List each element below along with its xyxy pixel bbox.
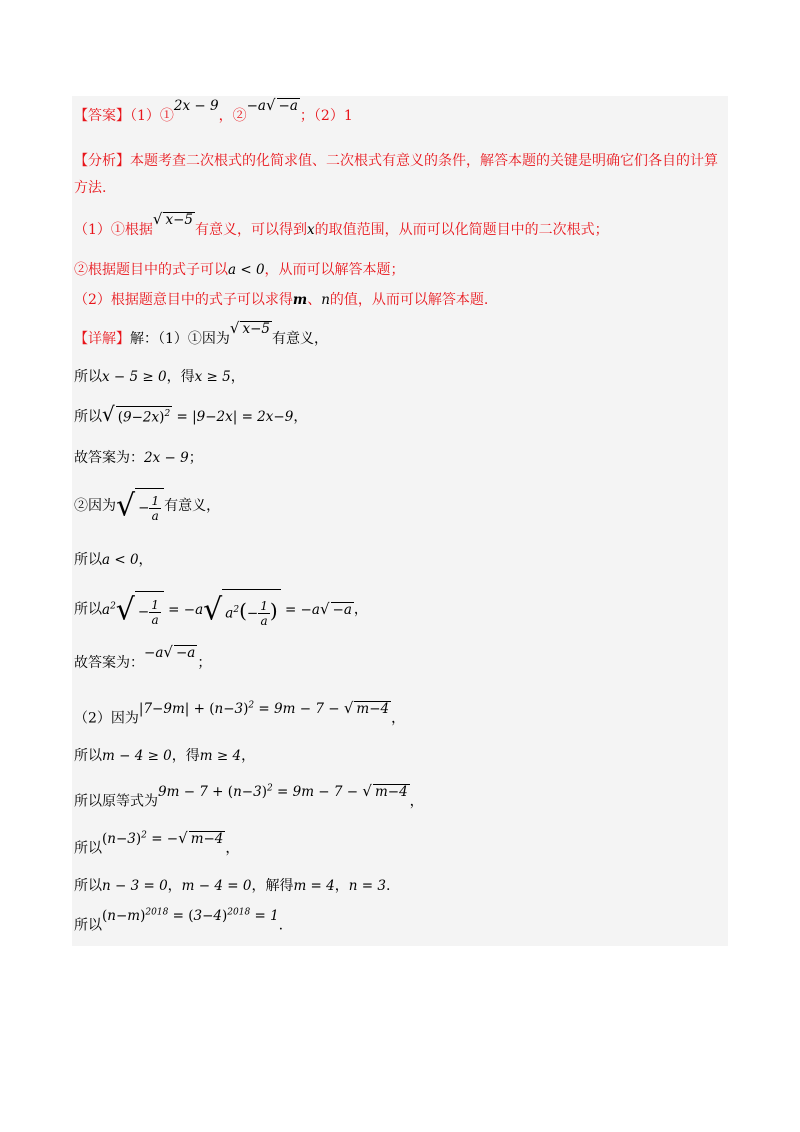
detail-line-9 bbox=[74, 698, 406, 729]
detail-line-7 bbox=[74, 588, 368, 631]
detail-l5-text-b: 有意义， bbox=[164, 498, 221, 514]
detail-l2-expr-2: x ≥ 5 bbox=[194, 369, 231, 385]
detail-line-4 bbox=[74, 448, 203, 468]
detail-l6-text-b: ， bbox=[138, 552, 153, 568]
analysis-line-2: 方法. bbox=[74, 180, 107, 196]
detail-l12-expr: $(n-3)^2$ = −√ m−4 bbox=[102, 828, 224, 847]
detail-l2-text-b: ，得 bbox=[166, 369, 195, 385]
detail-l2-text-c: ， bbox=[230, 369, 245, 385]
detail-l4-expr: 2x − 9 bbox=[144, 450, 189, 466]
detail-line-1 bbox=[74, 319, 329, 349]
detail-l7-text-b: ， bbox=[353, 601, 368, 618]
analysis-l3-text-b: 有意义，可以得到 bbox=[195, 222, 308, 238]
analysis-l3-text-a: （1）①根据 bbox=[74, 222, 153, 238]
detail-l11-text-a: 所以原等式为 bbox=[74, 793, 158, 810]
detail-l13-text-a: 所以 bbox=[74, 878, 102, 894]
detail-line-6 bbox=[74, 550, 153, 570]
detail-line-3 bbox=[74, 404, 307, 427]
analysis-var-n: n bbox=[321, 292, 330, 308]
detail-l9-expr: $|7-9m| + (n-3)^2 = 9m - 7$ − √ m−4 bbox=[138, 698, 390, 717]
detail-l13-expr-1: n − 3 = 0 bbox=[102, 878, 168, 894]
detail-l8-expr: −a√ −a bbox=[144, 643, 196, 661]
answer-tag: 【答案】 bbox=[74, 108, 130, 124]
analysis-line-5 bbox=[74, 290, 488, 310]
detail-line-13 bbox=[74, 876, 390, 896]
detail-l13-sep-2: ， bbox=[334, 878, 349, 894]
answer-sep-1: ，② bbox=[218, 108, 247, 124]
detail-line-11 bbox=[74, 781, 424, 812]
detail-l14-expr: $(n-m)^{2018} = (3-4)^{2018} = 1$ bbox=[102, 907, 279, 924]
analysis-line-1 bbox=[74, 151, 718, 171]
detail-l10-text-b: ，得 bbox=[171, 748, 200, 764]
detail-l3-text-b: ， bbox=[293, 409, 308, 425]
analysis-l3-text-c: 的取值范围，从而可以化简题目中的二次根式； bbox=[314, 222, 609, 238]
detail-l13-expr-2: m − 4 = 0 bbox=[181, 878, 252, 894]
detail-l3-expr: √ $(9-2x)^2 = |9-2x| = 2x-9$ bbox=[102, 402, 294, 426]
detail-l2-expr-1: x − 5 ≥ 0 bbox=[102, 369, 167, 385]
detail-l4-text-b: ； bbox=[188, 450, 203, 466]
detail-line-5 bbox=[74, 488, 220, 525]
detail-l11-expr: $9m - 7 + (n-3)^2 = 9m - 7$ − √ m−4 bbox=[158, 781, 408, 800]
analysis-l5-sep: 、 bbox=[307, 292, 322, 308]
detail-l1-text-a: 解：（1）①因为 bbox=[130, 331, 230, 347]
detail-sqrt-x-minus-5: √ x−5 bbox=[229, 319, 271, 337]
detail-l9-text-b: ， bbox=[391, 710, 406, 727]
detail-l6-expr: a < 0 bbox=[102, 552, 139, 568]
detail-l8-text-b: ； bbox=[197, 655, 212, 671]
analysis-line-3 bbox=[74, 210, 609, 240]
detail-line-10 bbox=[74, 746, 255, 766]
detail-l3-text-a: 所以 bbox=[74, 409, 102, 425]
detail-l10-text-a: 所以 bbox=[74, 748, 102, 764]
detail-l10-expr-1: m − 4 ≥ 0 bbox=[102, 748, 172, 764]
analysis-line-4 bbox=[74, 260, 405, 280]
analysis-l4-text-b: ，从而可以解答本题； bbox=[264, 262, 405, 278]
detail-l14-text-a: 所以 bbox=[74, 917, 102, 934]
detail-line-8 bbox=[74, 643, 212, 673]
detail-tag: 【详解】 bbox=[74, 331, 130, 347]
detail-l12-text-b: ， bbox=[225, 840, 240, 857]
answer-line bbox=[74, 96, 353, 126]
detail-l5-text-a: ②因为 bbox=[74, 498, 116, 514]
analysis-var-m: m bbox=[292, 292, 308, 308]
detail-l7-expr: $a^2√$ − $\frac{1}{a}$ = −a√ $a^2(-$ $\frac{1}{a}$ ) = −a√ −a bbox=[102, 602, 354, 618]
detail-l8-text-a: 故答案为： bbox=[74, 655, 144, 671]
analysis-var-x: x bbox=[307, 222, 315, 238]
detail-l14-text-b: . bbox=[278, 917, 284, 934]
answer-part1-label: （1）① bbox=[130, 108, 174, 124]
analysis-text-1: 本题考查二次根式的化简求值、二次根式有意义的条件，解答本题的关键是明确它们各自的计算 bbox=[130, 153, 718, 169]
detail-l10-expr-2: m ≥ 4 bbox=[199, 748, 242, 764]
analysis-sqrt-x-minus-5: √ x−5 bbox=[152, 210, 194, 228]
answer-expr-1: 2x − 9 bbox=[173, 98, 219, 114]
detail-l12-text-a: 所以 bbox=[74, 840, 102, 857]
detail-l13-expr-4: n = 3 bbox=[348, 878, 386, 894]
detail-l13-text-b: ，解得 bbox=[251, 878, 294, 894]
detail-l5-expr: √ − $\frac{1}{a}$ bbox=[116, 498, 164, 514]
detail-l11-text-b: ， bbox=[409, 793, 424, 810]
detail-l7-text-a: 所以 bbox=[74, 601, 102, 618]
answer-sep-2: ；（2）1 bbox=[299, 108, 353, 124]
analysis-l5-text-a: （2）根据题意目中的式子可以求得 bbox=[74, 292, 293, 308]
analysis-l5-text-b: 的值，从而可以解答本题. bbox=[329, 292, 489, 308]
detail-l13-sep-1: ， bbox=[167, 878, 182, 894]
answer-expr-2: −a√ −a bbox=[246, 96, 298, 114]
detail-l9-text-a: （2）因为 bbox=[74, 710, 139, 727]
detail-line-14 bbox=[74, 907, 284, 936]
detail-l10-text-c: ， bbox=[241, 748, 256, 764]
detail-l13-expr-3: m = 4 bbox=[293, 878, 335, 894]
detail-l4-text-a: 故答案为： bbox=[74, 450, 144, 466]
analysis-l4-text-a: ②根据题目中的式子可以 bbox=[74, 262, 228, 278]
detail-line-12 bbox=[74, 828, 240, 859]
detail-l6-text-a: 所以 bbox=[74, 552, 102, 568]
detail-l1-text-b: 有意义， bbox=[272, 331, 329, 347]
detail-l13-text-c: . bbox=[385, 878, 391, 894]
analysis-l4-expr: a < 0 bbox=[228, 262, 265, 278]
analysis-tag: 【分析】 bbox=[74, 153, 130, 169]
detail-line-2 bbox=[74, 367, 245, 387]
detail-l2-text-a: 所以 bbox=[74, 369, 102, 385]
